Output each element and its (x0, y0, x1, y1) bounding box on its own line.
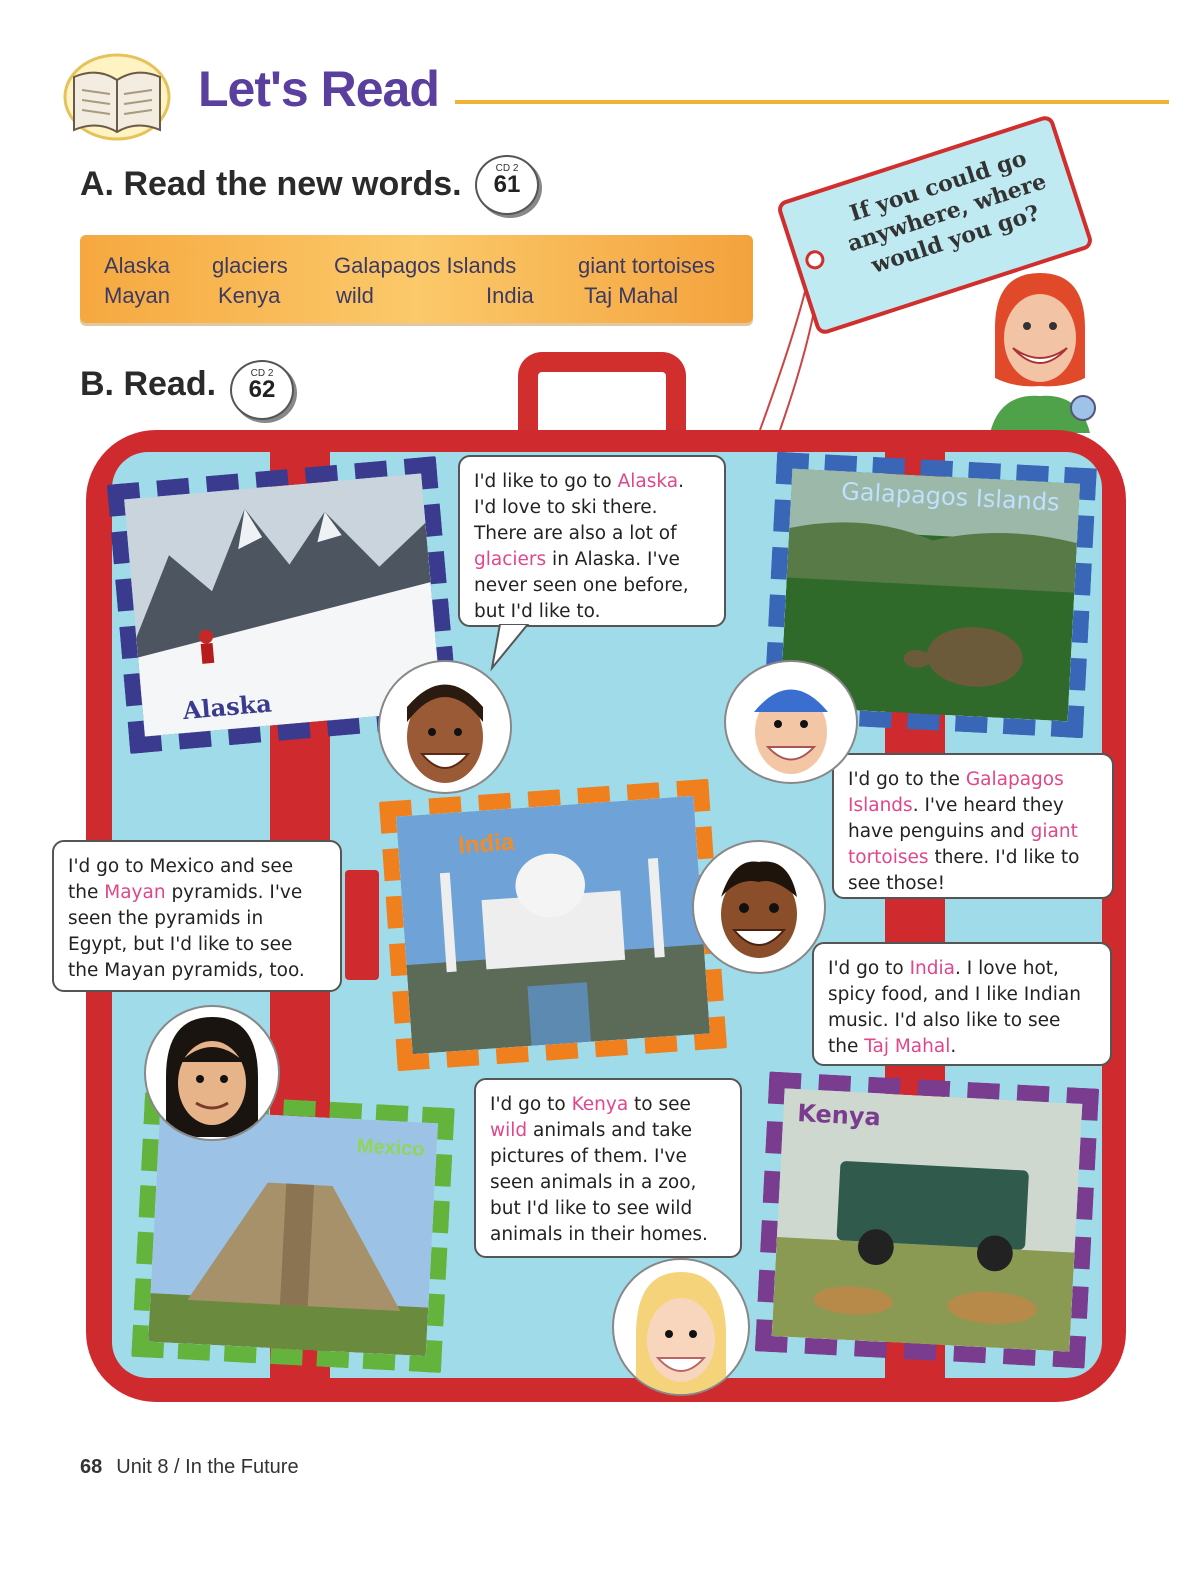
cd-label: CD 2 (495, 163, 519, 174)
kid-avatar-india (692, 840, 826, 974)
word-item: Taj Mahal (584, 283, 679, 308)
bubble-text: . I'd love to ski there. There are also a lot of (474, 471, 685, 544)
kenya-label: Kenya (796, 1099, 882, 1132)
teacher-character (975, 268, 1100, 433)
highlight-word: Galapagos Islands (848, 769, 1064, 816)
kenya-photo (755, 1072, 1099, 1369)
title-rule (455, 100, 1169, 104)
highlight-word: Taj Mahal (864, 1036, 951, 1057)
highlight-word: Kenya (571, 1094, 629, 1115)
mexico-label: Mexico (356, 1135, 426, 1161)
word-item: Galapagos Islands (334, 253, 517, 278)
alaska-speech-bubble (458, 455, 726, 627)
highlight-word: glaciers (474, 549, 547, 570)
cd-track-62-badge[interactable] (230, 360, 294, 420)
blonde-girl-face-icon (614, 1260, 748, 1394)
word-item: giant tortoises (578, 253, 715, 278)
tag-question: If you could go anywhere, where would you go? (844, 145, 1050, 279)
galapagos-speech-bubble (832, 753, 1114, 899)
galapagos-label: Galapagos Islands (840, 477, 1061, 517)
bubble-text: . (950, 1036, 957, 1057)
taj-mahal-illustration (396, 796, 710, 1054)
india-speech-bubble (812, 942, 1112, 1066)
page-title: Let's Read (198, 61, 439, 117)
new-words-box (80, 235, 753, 323)
alaska-label: Alaska (181, 688, 273, 726)
girl-dark-hair-face-icon (146, 1007, 278, 1139)
boy-face-icon (694, 842, 824, 972)
word-item: glaciers (212, 253, 288, 278)
kid-avatar-mexico (144, 1005, 280, 1141)
word-item: Alaska (104, 253, 171, 278)
bubble-text: to see (628, 1094, 691, 1115)
girl-face-icon (380, 662, 510, 792)
bubble-text: I'd go to Mexico and see the (68, 856, 294, 903)
bubble-text: . I love hot, spicy food, and I like Indian music. I'd also like to see the (828, 958, 1081, 1057)
kid-avatar-alaska (378, 660, 512, 794)
highlight-word: Mayan (104, 882, 166, 903)
kid-avatar-kenya (612, 1258, 750, 1396)
unit-label: Unit 8 / In the Future (116, 1456, 299, 1478)
bubble-text: pyramids. I've seen the pyramids in Egypt, but I'd like to see the Mayan pyramids, too. (68, 882, 305, 981)
page-number: 68 (80, 1456, 103, 1478)
word-item: Mayan (104, 283, 171, 308)
word-item: India (486, 283, 534, 308)
bubble-text: . I've heard they have penguins and (848, 795, 1064, 842)
page-footer (80, 1456, 299, 1479)
bubble-text: I'd go to (490, 1094, 572, 1115)
india-photo (379, 779, 727, 1071)
word-item: Kenya (218, 283, 281, 308)
cd-track-61-badge[interactable] (475, 155, 539, 215)
bubble-text: there. I'd like to see those! (848, 847, 1080, 894)
highlight-word: Alaska (617, 471, 679, 492)
highlight-word: giant tortoises (848, 821, 1078, 868)
mexico-photo (131, 1092, 454, 1373)
section-b-heading: B. Read. (80, 365, 217, 403)
bubble-text: animals and take pictures of them. I've seen animals in a zoo, but I'd like to see wild animals in their homes. (490, 1120, 708, 1245)
india-photo-image (396, 796, 710, 1054)
cd-track-number: 62 (248, 376, 276, 403)
bubble-text: I'd go to (828, 958, 910, 979)
boy-cap-face-icon (726, 662, 856, 782)
word-item: wild (336, 283, 374, 308)
suitcase-handle (518, 352, 686, 440)
bubble-tail (490, 624, 540, 674)
mexico-speech-bubble (52, 840, 342, 992)
highlight-word: India (909, 958, 955, 979)
kenya-speech-bubble (474, 1078, 742, 1258)
india-label: India (457, 828, 516, 860)
highlight-word: wild (490, 1120, 528, 1141)
cd-track-number: 61 (493, 171, 521, 198)
kid-avatar-galapagos (724, 660, 858, 784)
bubble-text: I'd like to go to (474, 471, 618, 492)
section-a-heading: A. Read the new words. (80, 165, 462, 203)
bubble-text: I'd go to the (848, 769, 966, 790)
cd-label: CD 2 (250, 368, 274, 379)
open-book-icon (62, 52, 172, 142)
bubble-text: in Alaska. I've never seen one before, but I'd like to. (474, 549, 689, 622)
suitcase-latch (345, 870, 379, 980)
